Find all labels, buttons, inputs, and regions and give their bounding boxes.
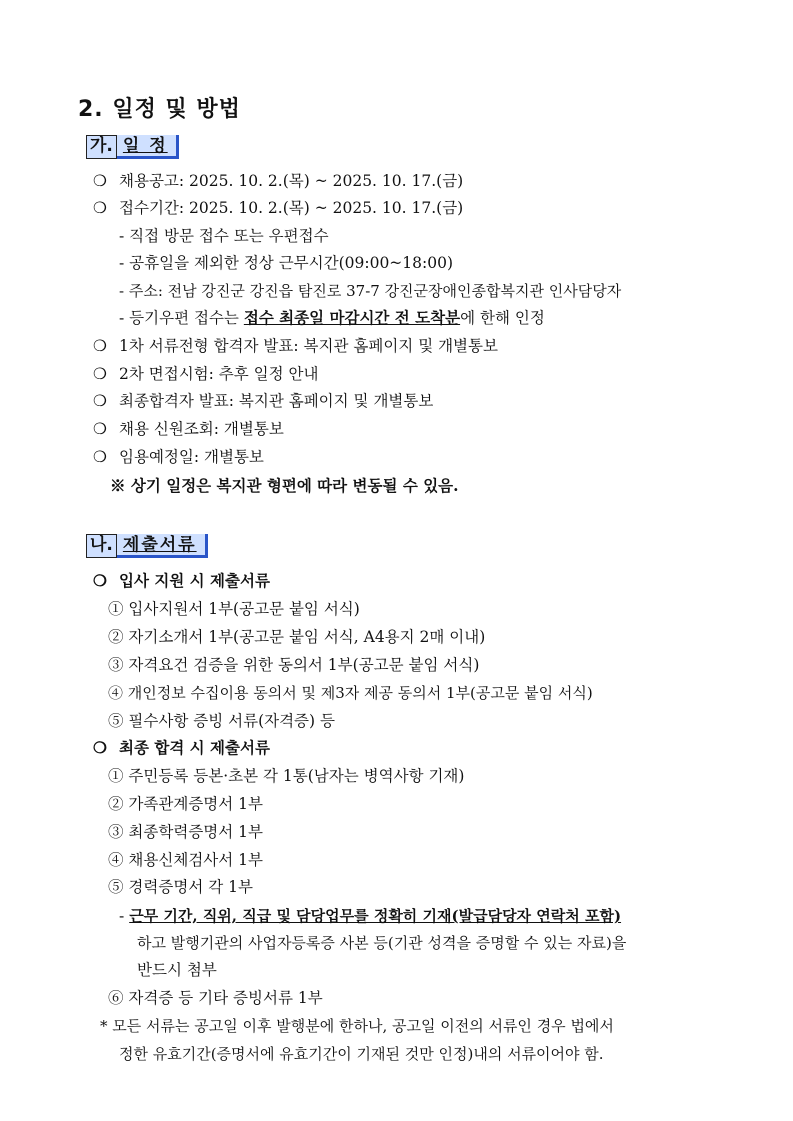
section-b-mark: 나. — [86, 534, 117, 558]
circle-bullet-icon: ❍ — [93, 448, 107, 466]
schedule-item: ❍ 채용공고: 2025. 10. 2.(목) ~ 2025. 10. 17.(금) — [93, 172, 464, 190]
career-note-line1: - 근무 기간, 직위, 직급 및 담당업무를 정확히 기재(발급담당자 연락처 포함) — [119, 907, 622, 925]
schedule-subitem: - 공휴일을 제외한 정상 근무시간(09:00~18:00) — [119, 254, 454, 272]
circle-bullet-icon: ❍ — [93, 420, 107, 438]
docs-apply-item: ① 입사지원서 1부(공고문 붙임 서식) — [108, 600, 360, 618]
docs-apply-item: ② 자기소개서 1부(공고문 붙임 서식, A4용지 2매 이내) — [108, 628, 486, 646]
docs-final-item: ⑥ 자격증 등 기타 증빙서류 1부 — [108, 989, 323, 1007]
docs-apply-title: ❍ 입사 지원 시 제출서류 — [93, 571, 270, 590]
section-b-header — [86, 534, 208, 558]
docs-final-item: ② 가족관계증명서 1부 — [108, 795, 264, 813]
footnote-line2: 정한 유효기간(증명서에 유효기간이 기재된 것만 인정)내의 서류이어야 함. — [119, 1045, 604, 1063]
schedule-subitem: - 직접 방문 접수 또는 우편접수 — [119, 227, 329, 245]
schedule-item: ❍ 2차 면접시험: 추후 일정 안내 — [93, 365, 319, 383]
docs-apply-item: ⑤ 필수사항 증빙 서류(자격증) 등 — [108, 712, 335, 730]
career-emphasis: 근무 기간, 직위, 직급 및 담당업무를 정확히 기재(발급담당자 연락처 포함) — [129, 907, 622, 925]
mail-deadline-emphasis: 접수 최종일 마감시간 전 도착분 — [243, 308, 461, 327]
docs-apply-item: ④ 개인정보 수집이용 동의서 및 제3자 제공 동의서 1부(공고문 붙임 서식) — [108, 684, 593, 702]
section-a-mark: 가. — [86, 135, 117, 159]
docs-final-item: ⑤ 경력증명서 각 1부 — [108, 878, 253, 896]
circle-bullet-icon: ❍ — [93, 337, 107, 355]
schedule-item: ❍ 1차 서류전형 합격자 발표: 복지관 홈페이지 및 개별통보 — [93, 337, 498, 355]
circle-bullet-icon: ❍ — [93, 392, 107, 410]
schedule-note: ※ 상기 일정은 복지관 형편에 따라 변동될 수 있음. — [110, 476, 459, 495]
career-note-line2: 하고 발행기관의 사업자등록증 사본 등(기관 성격을 증명할 수 있는 자료)을 — [137, 934, 627, 952]
section-a-label: 일 정 — [117, 135, 179, 159]
docs-apply-item: ③ 자격요건 검증을 위한 동의서 1부(공고문 붙임 서식) — [108, 656, 480, 674]
schedule-subitem-mail: - 등기우편 접수는 접수 최종일 마감시간 전 도착분에 한해 인정 — [119, 308, 545, 327]
schedule-item: ❍ 접수기간: 2025. 10. 2.(목) ~ 2025. 10. 17.(금) — [93, 199, 464, 217]
footnote-line1: * 모든 서류는 공고일 이후 발행분에 한하나, 공고일 이전의 서류인 경우 법에서 — [100, 1017, 614, 1035]
schedule-item: ❍ 채용 신원조회: 개별통보 — [93, 420, 284, 438]
docs-final-item: ① 주민등록 등본·초본 각 1통(남자는 병역사항 기재) — [108, 767, 465, 785]
section-a-header — [86, 135, 179, 159]
docs-final-item: ④ 채용신체검사서 1부 — [108, 851, 264, 869]
schedule-subitem: - 주소: 전남 강진군 강진읍 탐진로 37-7 강진군장애인종합복지관 인사담당자 — [119, 282, 622, 300]
schedule-item: ❍ 임용예정일: 개별통보 — [93, 448, 264, 466]
circle-bullet-icon: ❍ — [93, 365, 107, 383]
schedule-item: ❍ 최종합격자 발표: 복지관 홈페이지 및 개별통보 — [93, 392, 434, 410]
career-note-line3: 반드시 첨부 — [137, 961, 217, 979]
page-title: 2. 일정 및 방법 — [78, 97, 241, 122]
docs-final-item: ③ 최종학력증명서 1부 — [108, 823, 264, 841]
circle-bullet-icon: ❍ — [93, 172, 107, 190]
docs-final-title: ❍ 최종 합격 시 제출서류 — [93, 738, 270, 757]
section-b-label: 제출서류 — [117, 534, 208, 558]
circle-bullet-icon: ❍ — [93, 199, 107, 217]
circle-bullet-icon: ❍ — [93, 571, 107, 590]
circle-bullet-icon: ❍ — [93, 738, 107, 757]
